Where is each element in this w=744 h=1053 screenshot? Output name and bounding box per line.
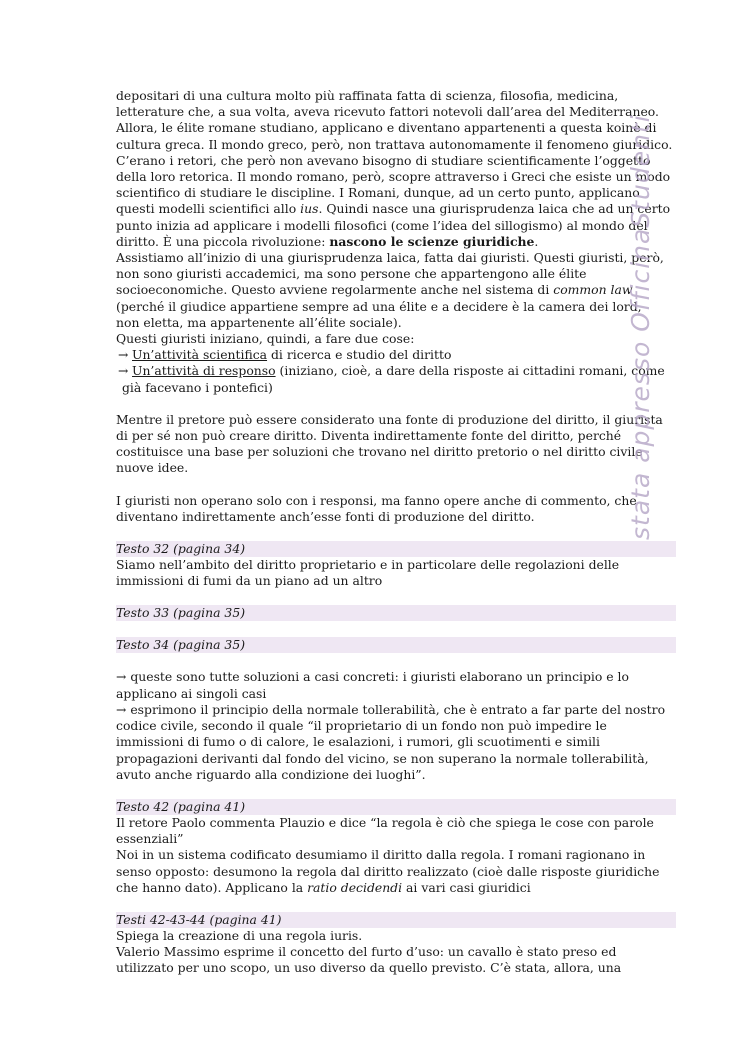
- text-line: scientifico di studiare le discipline. I Romani, dunque, ad un certo punto, applicano: [116, 185, 640, 201]
- section-heading-testo-34: Testo 34 (pagina 35): [116, 637, 676, 653]
- text-line: applicano ai singoli casi: [116, 685, 267, 701]
- text-line: nuove idee.: [116, 460, 189, 476]
- italic-term: common law: [553, 282, 633, 298]
- list-item: → Un’attività di responso (iniziano, cioè, a dare della risposte ai cittadini romani, come: [118, 363, 665, 379]
- text-line: non eletta, ma appartenente all’élite sociale).: [116, 314, 402, 330]
- text-line: immissioni di fumi da un piano ad un altro: [116, 573, 383, 589]
- arrow-icon: →: [116, 701, 127, 717]
- text-line: diritto. È una piccola rivoluzione: nascono le scienze giuridiche.: [116, 233, 539, 249]
- text-line: senso opposto: desumono la regola dal diritto realizzato (cioè dalle risposte giuridiche: [116, 863, 660, 879]
- paragraph-pretore: [116, 412, 676, 477]
- text-line: Spiega la creazione di una regola iuris.: [116, 927, 363, 943]
- text-line: → queste sono tutte soluzioni a casi concreti: i giuristi elaborano un principio e lo: [116, 669, 629, 685]
- text-line: di per sé non può creare diritto. Diventa indirettamente fonte del diritto, perché: [116, 428, 622, 444]
- text-line: letterature che, a sua volta, aveva ricevuto fattori notevoli dall’area del Mediterraneo.: [116, 104, 659, 120]
- text-line: immissioni di fumo o di calore, le esalazioni, i rumori, gli scuotimenti e simili: [116, 734, 600, 750]
- text-line: Assistiamo all’inizio di una giurisprudenza laica, fatta dai giuristi. Questi giuristi, però,: [116, 250, 664, 266]
- text-line: I giuristi non operano solo con i responsi, ma fanno opere anche di commento, che: [116, 492, 637, 508]
- text-line: che hanno dato). Applicano la ratio decidendi ai vari casi giuridici: [116, 879, 531, 895]
- text-line: essenziali”: [116, 831, 184, 847]
- text-line: Valerio Massimo esprime il concetto del furto d’uso: un cavallo è stato preso ed: [116, 944, 617, 960]
- watermark: stata appresso OfficinaStudenti: [626, 114, 655, 540]
- italic-term: ius: [300, 201, 319, 217]
- text-line: avuto anche riguardo alla condizione dei luoghi”.: [116, 766, 426, 782]
- text-line: costituisce una base per soluzioni che trovano nel diritto pretorio o nel diritto civile: [116, 444, 643, 460]
- text-line: già facevano i pontefici): [122, 379, 273, 395]
- list-item: → Un’attività scientifica di ricerca e studio del diritto: [118, 347, 452, 363]
- text-line: della loro retorica. Il mondo romano, però, scopre attraverso i Greci che esiste un modo: [116, 169, 671, 185]
- text-line: diventano indirettamente anch’esse fonti di produzione del diritto.: [116, 508, 535, 524]
- text-line: C’erano i retori, che però non avevano bisogno di studiare scientificamente l’oggetto: [116, 152, 651, 168]
- arrow-icon: →: [118, 347, 129, 363]
- text-line: punto inizia ad applicare i modelli filosofici (come l’idea del sillogismo) al mondo del: [116, 217, 648, 233]
- document-page: [116, 88, 676, 977]
- text-line: utilizzato per uno scopo, un uso diverso da quello previsto. C’è stata, allora, una: [116, 960, 622, 976]
- text-line: depositari di una cultura molto più raffinata fatta di scienza, filosofia, medicina,: [116, 88, 619, 103]
- paragraph-origins: [116, 88, 676, 250]
- text-line: Il retore Paolo commenta Plauzio e dice “la regola è ciò che spiega le cose con parole: [116, 814, 654, 830]
- arrow-icon: →: [116, 669, 127, 685]
- section-heading-testi-42-43-44: Testi 42-43-44 (pagina 41): [116, 912, 676, 928]
- section-heading-testo-33: Testo 33 (pagina 35): [116, 605, 676, 621]
- text-line: Allora, le élite romane studiano, applicano e diventano appartenenti a questa koinè di: [116, 120, 657, 136]
- paragraph-lay-jurists: [116, 250, 676, 347]
- section-heading-testo-42: Testo 42 (pagina 41): [116, 799, 676, 815]
- text-line: codice civile, secondo il quale “il proprietario di un fondo non può impedire le: [116, 718, 607, 734]
- text-line: socioeconomiche. Questo avviene regolarmente anche nel sistema di common law: [116, 282, 633, 298]
- text-line: propagazioni derivanti dal fondo del vicino, se non superano la normale tollerabilità,: [116, 750, 649, 766]
- text-line: (perché il giudice appartiene sempre ad una élite e a decidere è la camera dei lord,: [116, 298, 642, 314]
- text-line: → esprimono il principio della normale tollerabilità, che è entrato a far parte del nostro: [116, 701, 666, 717]
- arrow-paragraph: [116, 669, 676, 782]
- text-line: cultura greca. Il mondo greco, però, non trattava autonomamente il fenomeno giuridico.: [116, 136, 673, 152]
- text-line: Noi in un sistema codificato desumiamo il diritto dalla regola. I romani ragionano in: [116, 847, 646, 863]
- text-line: questi modelli scientifici allo ius. Quindi nasce una giurisprudenza laica che ad un certo: [116, 201, 671, 217]
- text-line: Siamo nell’ambito del diritto proprietario e in particolare delle regolazioni delle: [116, 557, 620, 573]
- bold-phrase: nascono le scienze giuridiche: [329, 233, 535, 249]
- text-line: Mentre il pretore può essere considerato una fonte di produzione del diritto, il giurista: [116, 411, 663, 427]
- paragraph-commento: [116, 493, 676, 525]
- italic-term: ratio decidendi: [307, 879, 403, 895]
- section-heading-testo-32: Testo 32 (pagina 34): [116, 541, 676, 557]
- arrow-icon: →: [118, 363, 129, 379]
- bullet-list: [116, 347, 676, 396]
- text-line: non sono giuristi accademici, ma sono persone che appartengono alle élite: [116, 266, 587, 282]
- text-line: Questi giuristi iniziano, quindi, a fare due cose:: [116, 331, 415, 347]
